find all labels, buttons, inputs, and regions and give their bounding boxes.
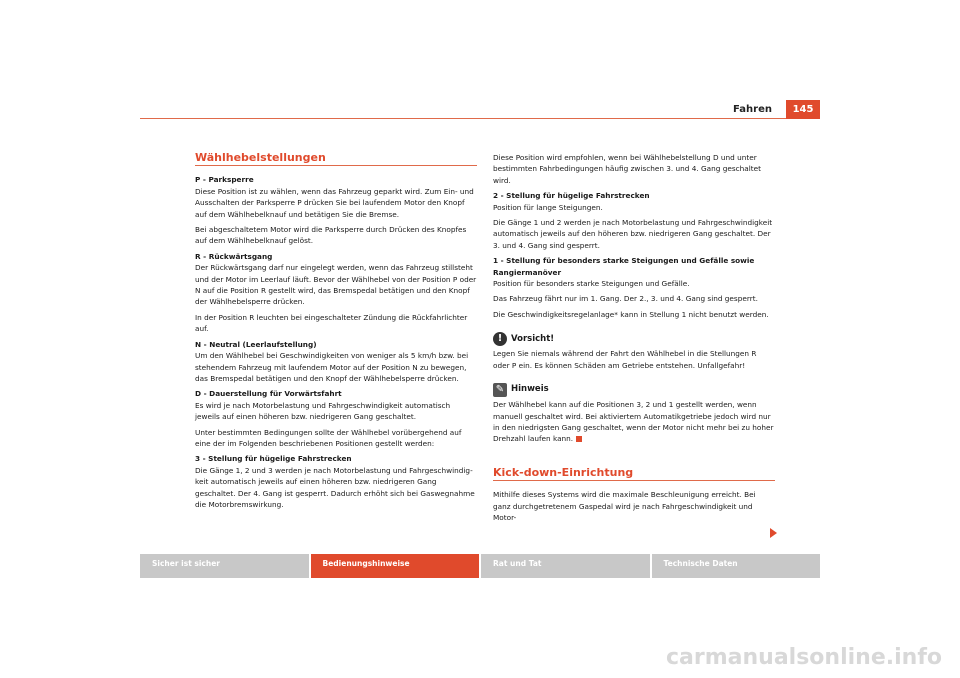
paragraph: Es wird je nach Motorbelastung und Fahrgeschwindigkeit automatisch jeweils auf einen höheren bzw. niedrigeren Gang geschaltet.	[195, 400, 451, 422]
kickdown-text: Mithilfe dieses Systems wird die maximale Beschleunigung erreicht. Bei ganz durchgetretenem Gaspedal wird je nach Fahrgeschwindigkeit und Motor-	[493, 490, 756, 522]
subheading: 1 - Stellung für besonders starke Steigungen und Gefälle sowie Rangiermanöver	[493, 256, 755, 277]
next-page-arrow-icon[interactable]	[770, 528, 777, 538]
footer-tab-bedienung[interactable]: Bedienungshinweise	[311, 554, 480, 578]
paragraph: Diese Position ist zu wählen, wenn das Fahrzeug geparkt wird. Zum Ein- und Ausschalten der Parksperre P drücken Sie bei laufendem Motor den Knopf auf dem Wählhebelknauf und betätigen Sie die Bremse.	[195, 186, 474, 219]
subheading: 3 - Stellung für hügelige Fahrstrecken	[195, 454, 352, 464]
section-title-waehlhebel: Wählhebelstellungen	[195, 152, 477, 166]
left-blocks	[195, 174, 477, 510]
hint-icon: ✎	[493, 383, 507, 397]
footer-nav	[140, 554, 820, 578]
right-blocks	[493, 152, 775, 320]
caution-text: Legen Sie niemals während der Fahrt den Wählhebel in die Stellungen R oder P ein. Es können Schäden am Getriebe entstehen. Unfallgefahr!	[493, 349, 757, 370]
caution-heading	[493, 332, 775, 346]
footer-tab-technik[interactable]: Technische Daten	[652, 554, 821, 578]
paragraph: Um den Wählhebel bei Geschwindigkeiten von weniger als 5 km/h bzw. bei stehendem Fahrzeug mit laufendem Motor auf der Position N zu bewegen, das Bremspedal betätigen und den Knopf der Wählhebelsperre drücken.	[195, 351, 469, 383]
footer-tab-sicher[interactable]: Sicher ist sicher	[140, 554, 309, 578]
caution-title: Vorsicht!	[511, 333, 555, 344]
paragraph: Der Rückwärtsgang darf nur eingelegt werden, wenn das Fahrzeug stillsteht und der Motor im Leerlauf läuft. Bevor der Wählhebel von der Position P oder N auf die Position R gestellt wird, das Bremspedal betätigen und den Knopf der Wählhebelsperre drücken.	[195, 263, 477, 307]
subheading: R - Rückwärtsgang	[195, 251, 273, 261]
paragraph: Unter bestimmten Bedingungen sollte der Wählhebel vorübergehend auf eine der im Folgenden beschriebenen Positionen gestellt werden:	[195, 427, 462, 448]
subheading: 2 - Stellung für hügelige Fahrstrecken	[493, 191, 650, 201]
right-column	[493, 152, 775, 527]
chapter-title: Fahren	[733, 104, 772, 115]
subheading: N - Neutral (Leerlaufstellung)	[195, 339, 317, 349]
hint-text: Der Wählhebel kann auf die Positionen 3, 2 und 1 gestellt werden, wenn manuell geschaltet wird. Bei aktiviertem Automatikgetriebe jedoch wird nur in den niedrigsten Gang geschaltet, wenn der Motor nicht mehr bei zu hoher Drehzahl laufen kann.	[493, 400, 774, 444]
hint-heading	[493, 383, 775, 397]
paragraph: Bei abgeschaltetem Motor wird die Parksperre durch Drücken des Knopfes auf dem Wählhebelknauf gelöst.	[195, 225, 467, 246]
subheading: P - Parksperre	[195, 175, 254, 185]
paragraph: Die Gänge 1 und 2 werden je nach Motorbelastung und Fahrgeschwindigkeit automatisch jeweils auf den höheren bzw. niedrigeren Gang geschaltet. Der 3. und 4. Gang sind gesperrt.	[493, 218, 773, 250]
paragraph: Position für lange Steigungen.	[493, 202, 603, 212]
left-column	[195, 152, 477, 514]
hint-text-wrap	[493, 399, 775, 445]
header-rule	[140, 118, 786, 119]
paragraph: Das Fahrzeug fährt nur im 1. Gang. Der 2., 3. und 4. Gang sind gesperrt.	[493, 294, 758, 304]
end-marker	[576, 436, 582, 442]
paragraph: Position für besonders starke Steigungen und Gefälle.	[493, 279, 690, 289]
subheading: D - Dauerstellung für Vorwärtsfahrt	[195, 389, 342, 399]
watermark: carmanualsonline.info	[666, 645, 942, 670]
page-number: 145	[786, 100, 820, 119]
section-title-kickdown: Kick-down-Einrichtung	[493, 467, 775, 481]
paragraph: In der Position R leuchten bei eingeschalteter Zündung die Rückfahrlichter auf.	[195, 312, 468, 334]
hint-title: Hinweis	[511, 384, 549, 395]
paragraph: Diese Position wird empfohlen, wenn bei Wählhebelstellung D und unter bestimmten Fahrbedingungen häufig zwischen 3. und 4. Gang geschaltet wird.	[493, 153, 761, 185]
footer-tab-rat[interactable]: Rat und Tat	[481, 554, 650, 578]
paragraph: Die Gänge 1, 2 und 3 werden je nach Motorbelastung und Fahrgeschwindig-keit automatisch jeweils auf einen höheren bzw. niedrigeren Gang geschaltet. Der 4. Gang ist gesperrt. Dadurch erhöht sich bei Gaswegnahme die Motorbremswirkung.	[195, 465, 475, 509]
warning-icon: !	[493, 332, 507, 346]
paragraph: Die Geschwindigkeitsregelanlage* kann in Stellung 1 nicht benutzt werden.	[493, 309, 769, 319]
page-header	[140, 100, 820, 120]
